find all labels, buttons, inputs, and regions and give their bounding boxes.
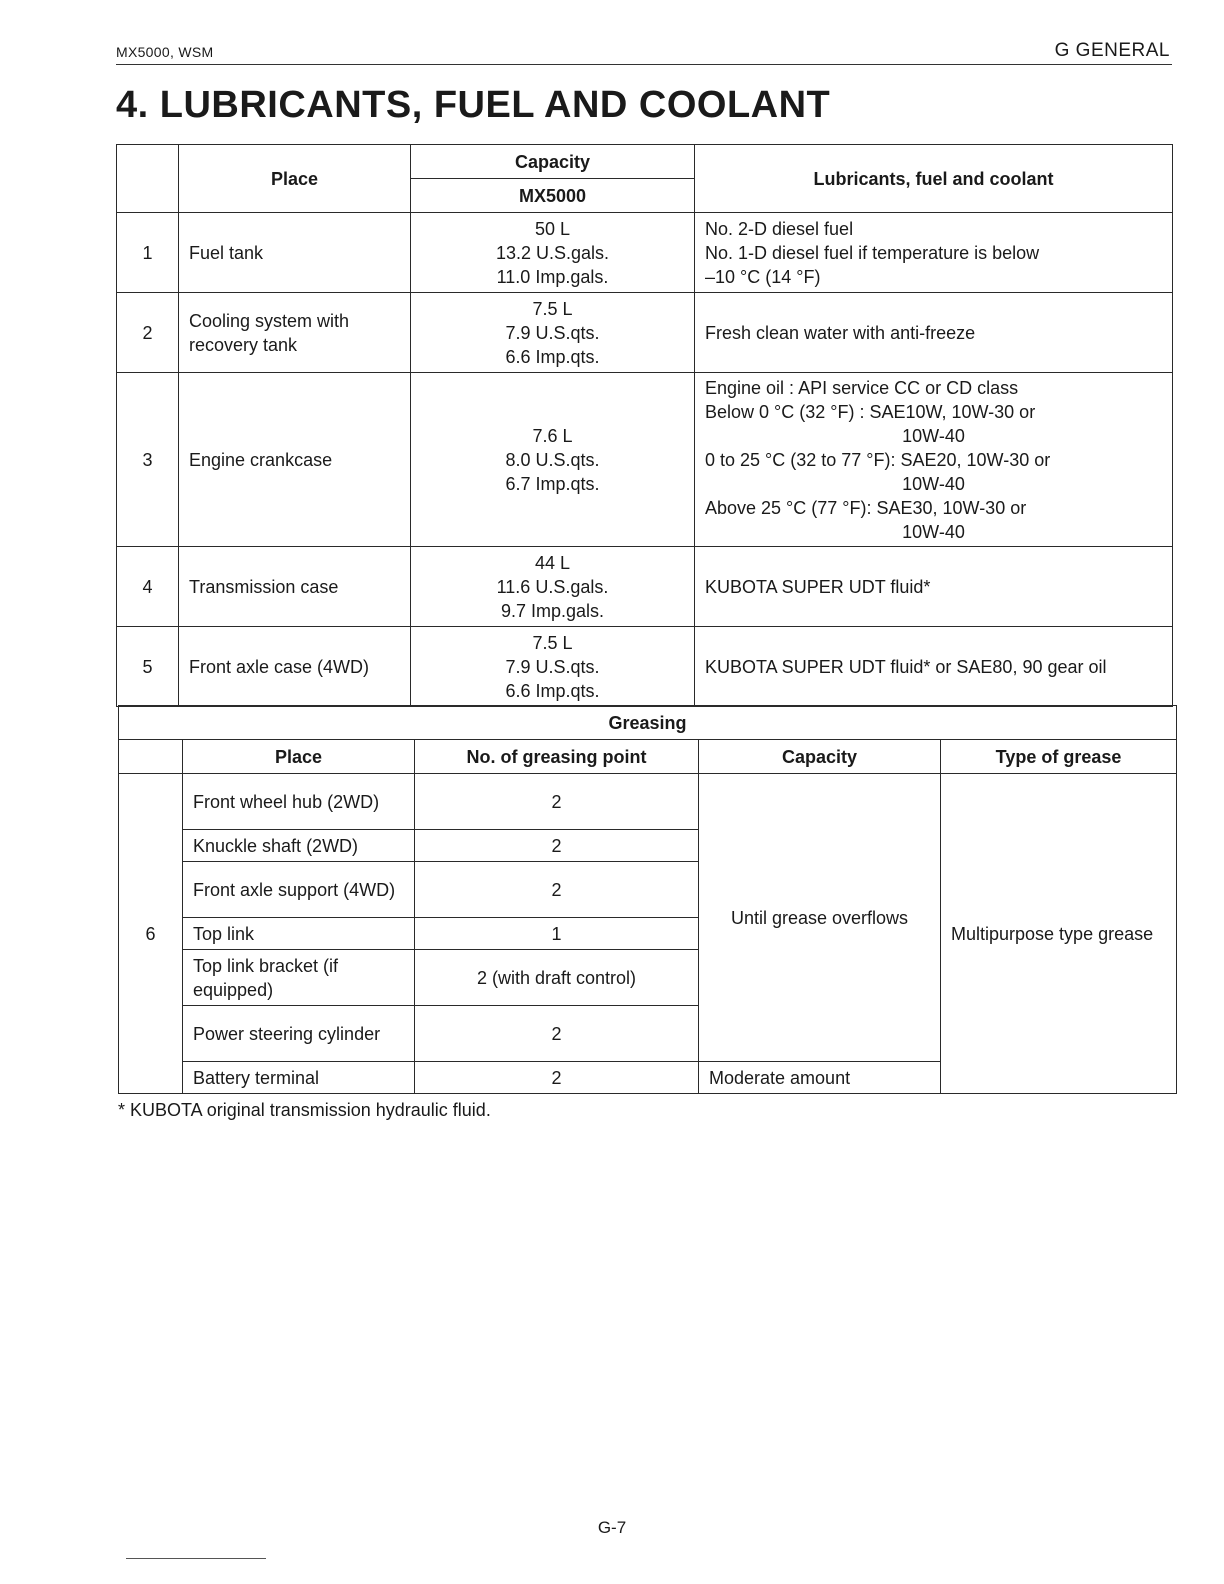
greasing-capacity: Until grease overflows xyxy=(699,774,941,1062)
row-place: Transmission case xyxy=(179,547,411,627)
capacity-line: 13.2 U.S.gals. xyxy=(495,242,610,263)
lubricant-line: 10W-40 xyxy=(902,521,965,542)
capacity-line: 44 L xyxy=(534,552,571,573)
table-row xyxy=(117,213,1173,293)
lubricants-table xyxy=(116,144,1173,707)
lubricant-line: 10W-40 xyxy=(902,473,965,494)
row-lubricant xyxy=(695,627,1173,707)
header-row xyxy=(117,145,1173,179)
greasing-table xyxy=(118,705,1177,1094)
greasing-header-points: No. of greasing point xyxy=(415,740,699,774)
row-capacity xyxy=(411,547,695,627)
lubricant-line: 10W-40 xyxy=(902,425,965,446)
capacity-line: 9.7 Imp.gals. xyxy=(500,600,605,621)
greasing-points: 2 xyxy=(415,862,699,918)
lubricant-line: KUBOTA SUPER UDT fluid* or SAE80, 90 gear oil xyxy=(705,656,1107,677)
greasing-title: Greasing xyxy=(119,706,1177,740)
greasing-points: 2 (with draft control) xyxy=(415,950,699,1006)
greasing-place: Front axle support (4WD) xyxy=(183,862,415,918)
lubricant-line: No. 2-D diesel fuel xyxy=(705,218,854,239)
row-lubricant xyxy=(695,213,1173,293)
lubricant-line: Below 0 °C (32 °F) : SAE10W, 10W-30 or xyxy=(705,401,1036,422)
lubricant-line: 0 to 25 °C (32 to 77 °F): SAE20, 10W-30 or xyxy=(705,449,1051,470)
lubricant-line: Engine oil : API service CC or CD class xyxy=(705,377,1019,398)
greasing-header-no xyxy=(119,740,183,774)
table-row xyxy=(117,547,1173,627)
greasing-points: 1 xyxy=(415,918,699,950)
row-number: 4 xyxy=(117,547,179,627)
row-capacity xyxy=(411,373,695,547)
greasing-place: Front wheel hub (2WD) xyxy=(183,774,415,830)
lubricant-line: –10 °C (14 °F) xyxy=(705,266,821,287)
greasing-points: 2 xyxy=(415,830,699,862)
header-model: MX5000 xyxy=(411,179,695,213)
row-lubricant xyxy=(695,373,1173,547)
greasing-header-row xyxy=(119,740,1177,774)
capacity-line: 8.0 U.S.qts. xyxy=(505,449,600,470)
row-capacity xyxy=(411,213,695,293)
page-number: G-7 xyxy=(597,1518,627,1537)
section-name: G GENERAL xyxy=(1054,40,1170,61)
table-row xyxy=(117,373,1173,547)
greasing-title-row xyxy=(119,706,1177,740)
footnote: * KUBOTA original transmission hydraulic fluid. xyxy=(118,1100,491,1120)
row-capacity xyxy=(411,293,695,373)
table-row xyxy=(117,293,1173,373)
lubricant-line: No. 1-D diesel fuel if temperature is below xyxy=(705,242,1040,263)
lubricant-line: KUBOTA SUPER UDT fluid* xyxy=(705,576,931,597)
greasing-capacity-battery: Moderate amount xyxy=(699,1062,941,1094)
header-lubricants: Lubricants, fuel and coolant xyxy=(695,145,1173,213)
capacity-line: 11.0 Imp.gals. xyxy=(496,266,609,287)
greasing-number: 6 xyxy=(119,774,183,1094)
greasing-points: 2 xyxy=(415,1006,699,1062)
capacity-line: 6.7 Imp.qts. xyxy=(505,473,600,494)
greasing-place: Battery terminal xyxy=(183,1062,415,1094)
greasing-place: Top link xyxy=(183,918,415,950)
header-rule xyxy=(116,64,1172,65)
row-number: 2 xyxy=(117,293,179,373)
greasing-header-capacity: Capacity xyxy=(699,740,941,774)
page-title: 4. LUBRICANTS, FUEL AND COOLANT xyxy=(116,84,831,126)
greasing-points: 2 xyxy=(415,774,699,830)
capacity-line: 6.6 Imp.qts. xyxy=(505,346,600,367)
greasing-points: 2 xyxy=(415,1062,699,1094)
header-capacity: Capacity xyxy=(411,145,695,179)
capacity-line: 7.9 U.S.qts. xyxy=(505,322,600,343)
greasing-place: Knuckle shaft (2WD) xyxy=(183,830,415,862)
lubricant-line: Above 25 °C (77 °F): SAE30, 10W-30 or xyxy=(705,497,1027,518)
table-row xyxy=(119,774,1177,830)
header-no xyxy=(117,145,179,213)
row-number: 3 xyxy=(117,373,179,547)
capacity-line: 6.6 Imp.qts. xyxy=(505,680,600,701)
row-lubricant xyxy=(695,293,1173,373)
footer-rule xyxy=(126,1558,266,1559)
greasing-header-type: Type of grease xyxy=(941,740,1177,774)
capacity-line: 7.6 L xyxy=(532,425,573,446)
greasing-place: Top link bracket (if equipped) xyxy=(183,950,415,1006)
lubricant-line: Fresh clean water with anti-freeze xyxy=(705,322,976,343)
row-capacity xyxy=(411,627,695,707)
capacity-line: 7.9 U.S.qts. xyxy=(505,656,600,677)
row-place: Cooling system with recovery tank xyxy=(179,293,411,373)
greasing-place: Power steering cylinder xyxy=(183,1006,415,1062)
row-number: 1 xyxy=(117,213,179,293)
row-lubricant xyxy=(695,547,1173,627)
capacity-line: 11.6 U.S.gals. xyxy=(496,576,609,597)
manual-name: MX5000, WSM xyxy=(116,44,214,60)
greasing-header-place: Place xyxy=(183,740,415,774)
table-row xyxy=(117,627,1173,707)
row-place: Front axle case (4WD) xyxy=(179,627,411,707)
row-place: Engine crankcase xyxy=(179,373,411,547)
header-place: Place xyxy=(179,145,411,213)
row-number: 5 xyxy=(117,627,179,707)
grease-type: Multipurpose type grease xyxy=(941,774,1177,1094)
row-place: Fuel tank xyxy=(179,213,411,293)
capacity-line: 7.5 L xyxy=(532,632,573,653)
capacity-line: 7.5 L xyxy=(532,298,573,319)
capacity-line: 50 L xyxy=(534,218,571,239)
